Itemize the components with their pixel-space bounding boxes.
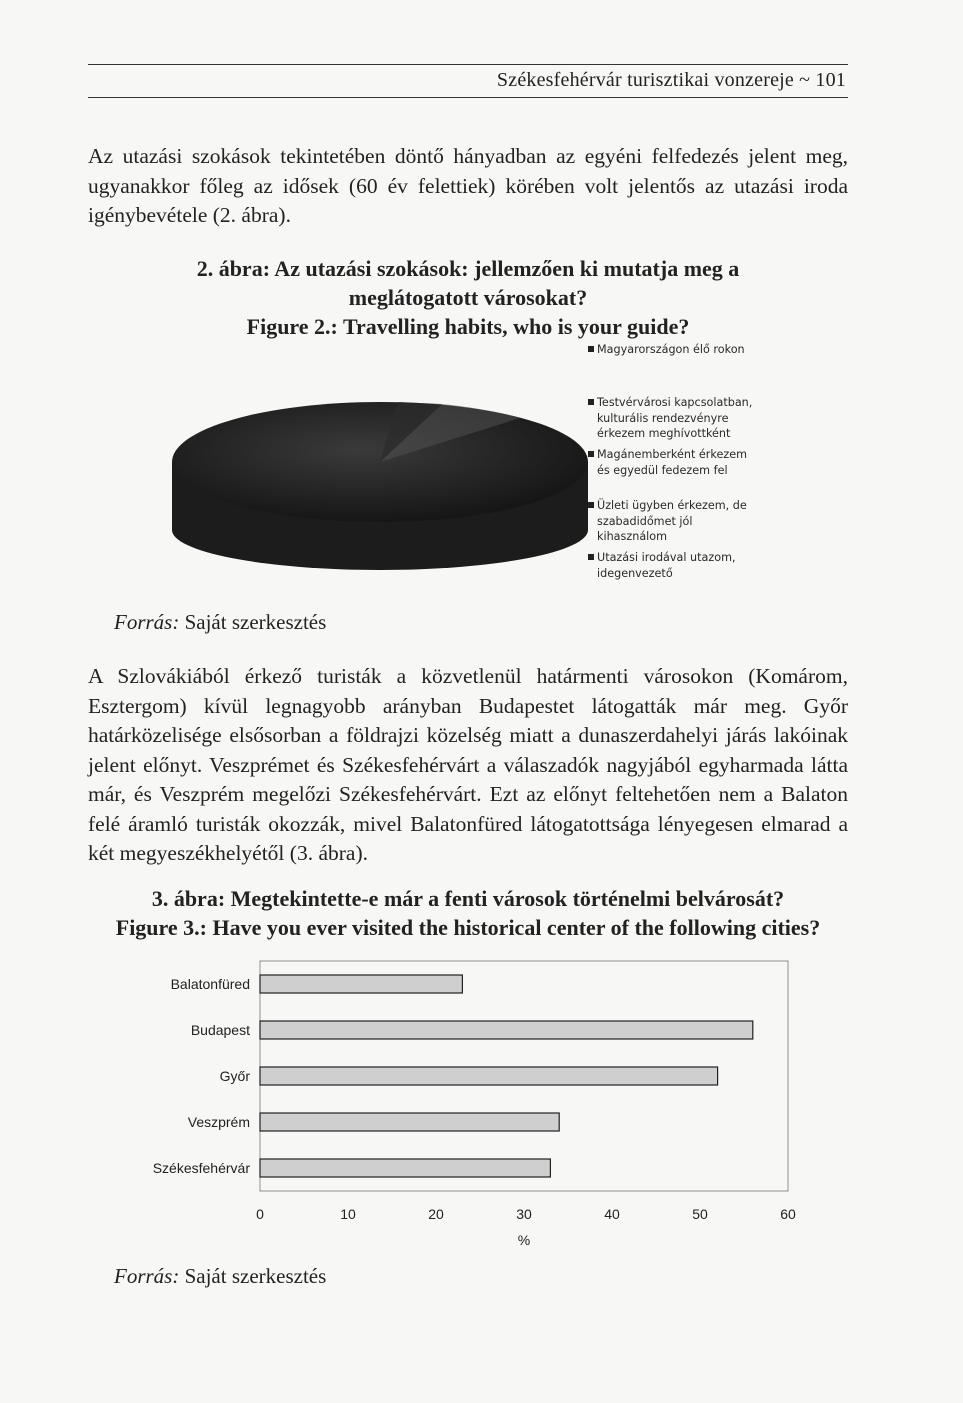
figure-3-title-en: Figure 3.: Have you ever visited the historical center of the following cities? bbox=[115, 915, 821, 940]
x-tick-label: 20 bbox=[428, 1206, 444, 1222]
legend-label bbox=[597, 342, 787, 358]
legend-swatch bbox=[588, 451, 594, 457]
legend-label-line: Magyarországon élő rokon bbox=[597, 343, 745, 356]
figure-2-pie-chart bbox=[160, 380, 600, 590]
running-header bbox=[88, 64, 848, 98]
legend-label bbox=[597, 498, 787, 545]
x-tick-label: 10 bbox=[340, 1206, 356, 1222]
x-tick-label: 50 bbox=[692, 1206, 708, 1222]
legend-label-line: érkezem meghívottként bbox=[597, 427, 731, 440]
category-label: Győr bbox=[219, 1068, 250, 1084]
x-tick-label: 60 bbox=[780, 1206, 796, 1222]
figure-2-source-label: Forrás: bbox=[114, 610, 180, 634]
legend-label-line: Testvérvárosi kapcsolatban, bbox=[597, 396, 753, 409]
figure-2-title-hu-2: meglátogatott városokat? bbox=[348, 285, 588, 310]
paragraph-2: A Szlovákiából érkező turisták a közvetlenül határmenti városokon (Komárom, Esztergom) kívül legnagyobb arányban Budapestet látogatták már meg. Győr határközelisége elsősorban a földrajzi közelség miatt a dunaszerdahelyi járás lakóinak jelent előnyt. Veszprémet és Székesfehérvárt a válaszadók nagyjából egyharmada látta már, és Veszprém megelőzi Székesfehérvárt. Ezt az előnyt feltehetően nem a Balaton felé áramló turisták okozzák, mivel Balatonfüred látogatottsága lényegesen elmarad a két megyeszékhelyétől (3. ábra). bbox=[88, 664, 848, 865]
figure-3-source-text: Saját szerkesztés bbox=[179, 1264, 327, 1288]
x-axis-label: % bbox=[517, 1232, 531, 1245]
pie-svg bbox=[160, 380, 600, 590]
legend-swatch bbox=[588, 554, 594, 560]
bar bbox=[260, 1113, 559, 1131]
figure-3-title bbox=[88, 884, 848, 942]
legend-label bbox=[597, 447, 787, 478]
bar-chart-svg bbox=[100, 955, 860, 1245]
bar bbox=[260, 975, 462, 993]
legend-label-line: idegenvezető bbox=[597, 566, 673, 580]
legend-label-line: Magánemberként érkezem bbox=[597, 448, 748, 461]
legend-label-line: szabadidőmet jól bbox=[597, 514, 693, 528]
x-tick-label: 0 bbox=[256, 1206, 264, 1222]
figure-2-title-en: Figure 2.: Travelling habits, who is your guide? bbox=[246, 314, 690, 339]
figure-3-title-hu: 3. ábra: Megtekintette-e már a fenti városok történelmi belvárosát? bbox=[151, 886, 785, 911]
category-label: Székesfehérvár bbox=[152, 1160, 250, 1176]
bar bbox=[260, 1021, 753, 1039]
header-text: Székesfehérvár turisztikai vonzereje ~ 101 bbox=[496, 69, 846, 91]
legend-label-line: Üzleti ügyben érkezem, de bbox=[597, 499, 747, 512]
legend-label-line: kulturális rendezvényre bbox=[597, 411, 729, 425]
legend-swatch bbox=[588, 502, 594, 508]
category-label: Budapest bbox=[190, 1022, 250, 1038]
figure-3-source-label: Forrás: bbox=[114, 1264, 180, 1288]
x-tick-label: 30 bbox=[516, 1206, 532, 1222]
legend-label bbox=[597, 395, 787, 442]
x-tick-label: 40 bbox=[604, 1206, 620, 1222]
bar bbox=[260, 1159, 550, 1177]
figure-3-bar-chart bbox=[100, 955, 860, 1245]
figure-2-source-text: Saját szerkesztés bbox=[179, 610, 327, 634]
legend-label-line: Utazási irodával utazom, bbox=[597, 551, 736, 564]
figure-2-title bbox=[88, 254, 848, 341]
category-label: Balatonfüred bbox=[170, 976, 250, 992]
figure-2-title-hu-1: 2. ábra: Az utazási szokások: jellemzően ki mutatja meg a bbox=[196, 256, 740, 281]
category-label: Veszprém bbox=[187, 1114, 250, 1130]
legend-swatch bbox=[588, 346, 594, 352]
bar bbox=[260, 1067, 718, 1085]
paragraph-1: Az utazási szokások tekintetében döntő hányadban az egyéni felfedezés jelent meg, ugyanakkor főleg az idősek (60 év felettiek) körében volt jelentős az utazási iroda igénybevétele (2. ábra). bbox=[88, 144, 848, 227]
legend-swatch bbox=[588, 399, 594, 405]
legend-label-line: és egyedül fedezem fel bbox=[597, 463, 728, 477]
legend-label bbox=[597, 550, 787, 581]
figure-3-source bbox=[114, 1264, 326, 1289]
figure-2-source bbox=[114, 610, 326, 635]
legend-label-line: kihasználom bbox=[597, 530, 668, 543]
